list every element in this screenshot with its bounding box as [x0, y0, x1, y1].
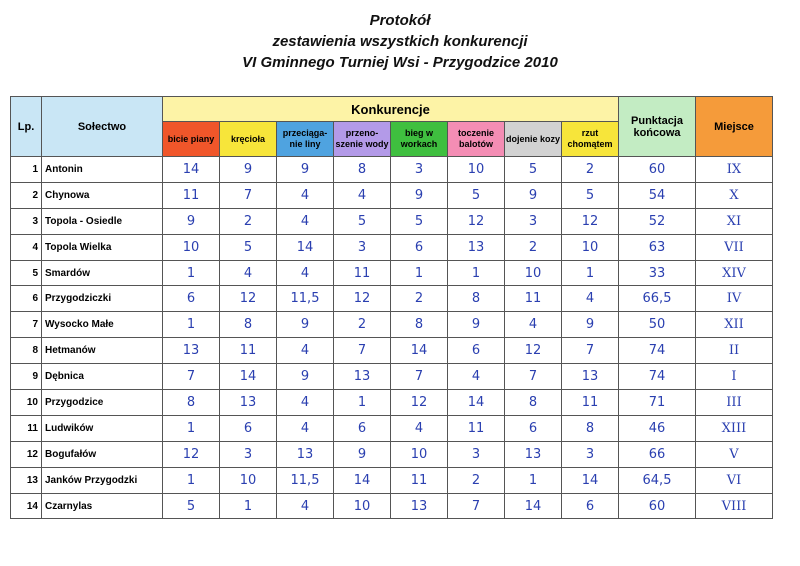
- village-name: Chynowa: [42, 182, 163, 208]
- score-cell: 4: [448, 364, 505, 390]
- score-cell: 12: [163, 441, 220, 467]
- score-cell: 6: [163, 286, 220, 312]
- row-number: 10: [11, 390, 42, 416]
- total-score: 50: [619, 312, 696, 338]
- score-cell: 3: [562, 441, 619, 467]
- score-cell: 8: [334, 157, 391, 183]
- table-row: [11, 338, 773, 364]
- table-row: [11, 234, 773, 260]
- village-name: Czarnylas: [42, 493, 163, 519]
- total-score: 54: [619, 182, 696, 208]
- score-cell: 2: [391, 286, 448, 312]
- place-cell: III: [696, 390, 773, 416]
- place-cell: IV: [696, 286, 773, 312]
- event-title: VI Gminnego Turniej Wsi - Przygodzice 2010: [242, 54, 558, 71]
- place-cell: XIII: [696, 415, 773, 441]
- score-cell: 10: [562, 234, 619, 260]
- score-cell: 4: [277, 338, 334, 364]
- score-cell: 9: [505, 182, 562, 208]
- score-cell: 13: [391, 493, 448, 519]
- score-cell: 6: [448, 338, 505, 364]
- score-cell: 9: [277, 157, 334, 183]
- village-name: Dębnica: [42, 364, 163, 390]
- competition-header: toczenie balotów: [448, 122, 505, 157]
- score-cell: 5: [505, 157, 562, 183]
- score-cell: 13: [505, 441, 562, 467]
- score-cell: 10: [220, 467, 277, 493]
- score-cell: 7: [562, 338, 619, 364]
- table-row: [11, 312, 773, 338]
- score-cell: 12: [391, 390, 448, 416]
- score-cell: 7: [505, 364, 562, 390]
- score-cell: 4: [334, 182, 391, 208]
- total-score: 66,5: [619, 286, 696, 312]
- score-cell: 11: [334, 260, 391, 286]
- competition-header: przeciąga-nie liny: [277, 122, 334, 157]
- score-cell: 4: [562, 286, 619, 312]
- score-cell: 10: [163, 234, 220, 260]
- score-cell: 11: [220, 338, 277, 364]
- village-name: Topola Wielka: [42, 234, 163, 260]
- score-cell: 7: [163, 364, 220, 390]
- total-score: 71: [619, 390, 696, 416]
- score-cell: 14: [277, 234, 334, 260]
- place-cell: XII: [696, 312, 773, 338]
- village-name: Przygodzice: [42, 390, 163, 416]
- place-cell: VIII: [696, 493, 773, 519]
- score-cell: 9: [391, 182, 448, 208]
- score-cell: 5: [163, 493, 220, 519]
- score-cell: 8: [391, 312, 448, 338]
- score-cell: 4: [277, 390, 334, 416]
- row-number: 4: [11, 234, 42, 260]
- score-cell: 6: [391, 234, 448, 260]
- score-cell: 3: [505, 208, 562, 234]
- score-cell: 4: [277, 415, 334, 441]
- score-cell: 4: [220, 260, 277, 286]
- score-cell: 3: [391, 157, 448, 183]
- score-cell: 10: [334, 493, 391, 519]
- table-row: [11, 364, 773, 390]
- score-cell: 8: [163, 390, 220, 416]
- table-row: [11, 157, 773, 183]
- score-cell: 6: [334, 415, 391, 441]
- header-miejsce: Miejsce: [696, 97, 773, 157]
- village-name: Przygodziczki: [42, 286, 163, 312]
- score-cell: 14: [448, 390, 505, 416]
- score-cell: 13: [277, 441, 334, 467]
- score-cell: 7: [391, 364, 448, 390]
- score-cell: 5: [562, 182, 619, 208]
- table-row: [11, 467, 773, 493]
- score-cell: 14: [562, 467, 619, 493]
- score-cell: 9: [163, 208, 220, 234]
- score-cell: 10: [391, 441, 448, 467]
- row-number: 5: [11, 260, 42, 286]
- competition-header: rzut chomątem: [562, 122, 619, 157]
- score-cell: 9: [334, 441, 391, 467]
- score-cell: 3: [448, 441, 505, 467]
- score-cell: 4: [505, 312, 562, 338]
- score-cell: 5: [391, 208, 448, 234]
- score-cell: 8: [505, 390, 562, 416]
- score-cell: 2: [562, 157, 619, 183]
- score-cell: 9: [448, 312, 505, 338]
- score-cell: 14: [334, 467, 391, 493]
- total-score: 74: [619, 338, 696, 364]
- score-cell: 11: [163, 182, 220, 208]
- competition-header: przeno-szenie wody: [334, 122, 391, 157]
- place-cell: II: [696, 338, 773, 364]
- row-number: 6: [11, 286, 42, 312]
- table-row: [11, 286, 773, 312]
- document-subtitle: zestawienia wszystkich konkurencji: [272, 33, 528, 50]
- row-number: 1: [11, 157, 42, 183]
- score-cell: 1: [334, 390, 391, 416]
- score-cell: 12: [505, 338, 562, 364]
- score-cell: 6: [562, 493, 619, 519]
- results-table: [10, 96, 773, 519]
- place-cell: XIV: [696, 260, 773, 286]
- document-title: Protokół: [369, 12, 431, 29]
- score-cell: 10: [448, 157, 505, 183]
- row-number: 9: [11, 364, 42, 390]
- score-cell: 14: [220, 364, 277, 390]
- row-number: 2: [11, 182, 42, 208]
- place-cell: VII: [696, 234, 773, 260]
- village-name: Smardów: [42, 260, 163, 286]
- score-cell: 12: [220, 286, 277, 312]
- score-cell: 11: [391, 467, 448, 493]
- place-cell: XI: [696, 208, 773, 234]
- score-cell: 11: [505, 286, 562, 312]
- total-score: 63: [619, 234, 696, 260]
- score-cell: 13: [448, 234, 505, 260]
- score-cell: 4: [391, 415, 448, 441]
- competition-header: bieg w workach: [391, 122, 448, 157]
- score-cell: 4: [277, 208, 334, 234]
- place-cell: V: [696, 441, 773, 467]
- row-number: 8: [11, 338, 42, 364]
- header-punktacja: Punktacja końcowa: [619, 97, 696, 157]
- total-score: 33: [619, 260, 696, 286]
- village-name: Antonin: [42, 157, 163, 183]
- table-row: [11, 208, 773, 234]
- village-name: Bogufałów: [42, 441, 163, 467]
- score-cell: 14: [505, 493, 562, 519]
- score-cell: 1: [391, 260, 448, 286]
- score-cell: 1: [163, 415, 220, 441]
- score-cell: 9: [220, 157, 277, 183]
- score-cell: 1: [163, 312, 220, 338]
- competition-header: dojenie kozy: [505, 122, 562, 157]
- header-konkurencje: Konkurencje: [163, 97, 619, 122]
- score-cell: 6: [220, 415, 277, 441]
- score-cell: 4: [277, 493, 334, 519]
- score-cell: 13: [334, 364, 391, 390]
- score-cell: 7: [334, 338, 391, 364]
- score-cell: 13: [163, 338, 220, 364]
- score-cell: 3: [334, 234, 391, 260]
- score-cell: 14: [391, 338, 448, 364]
- competition-header: kręcioła: [220, 122, 277, 157]
- score-cell: 7: [448, 493, 505, 519]
- header-lp: Lp.: [11, 97, 42, 157]
- score-cell: 1: [505, 467, 562, 493]
- score-cell: 11,5: [277, 286, 334, 312]
- score-cell: 1: [448, 260, 505, 286]
- row-number: 11: [11, 415, 42, 441]
- total-score: 60: [619, 493, 696, 519]
- total-score: 60: [619, 157, 696, 183]
- row-number: 14: [11, 493, 42, 519]
- score-cell: 8: [220, 312, 277, 338]
- table-row: [11, 260, 773, 286]
- score-cell: 11: [562, 390, 619, 416]
- score-cell: 9: [562, 312, 619, 338]
- score-cell: 10: [505, 260, 562, 286]
- score-cell: 4: [277, 260, 334, 286]
- table-row: [11, 441, 773, 467]
- total-score: 74: [619, 364, 696, 390]
- score-cell: 6: [505, 415, 562, 441]
- score-cell: 12: [448, 208, 505, 234]
- score-cell: 1: [562, 260, 619, 286]
- table-row: [11, 390, 773, 416]
- score-cell: 4: [277, 182, 334, 208]
- place-cell: IX: [696, 157, 773, 183]
- score-cell: 5: [220, 234, 277, 260]
- score-cell: 9: [277, 312, 334, 338]
- place-cell: I: [696, 364, 773, 390]
- score-cell: 8: [562, 415, 619, 441]
- competition-header: bicie piany: [163, 122, 220, 157]
- score-cell: 2: [334, 312, 391, 338]
- score-cell: 5: [448, 182, 505, 208]
- row-number: 3: [11, 208, 42, 234]
- total-score: 52: [619, 208, 696, 234]
- results-body: [11, 157, 773, 519]
- score-cell: 2: [448, 467, 505, 493]
- total-score: 64,5: [619, 467, 696, 493]
- village-name: Wysocko Małe: [42, 312, 163, 338]
- village-name: Ludwików: [42, 415, 163, 441]
- score-cell: 13: [562, 364, 619, 390]
- row-number: 12: [11, 441, 42, 467]
- place-cell: X: [696, 182, 773, 208]
- score-cell: 9: [277, 364, 334, 390]
- row-number: 13: [11, 467, 42, 493]
- score-cell: 8: [448, 286, 505, 312]
- village-name: Janków Przygodzki: [42, 467, 163, 493]
- score-cell: 11: [448, 415, 505, 441]
- score-cell: 11,5: [277, 467, 334, 493]
- score-cell: 12: [562, 208, 619, 234]
- score-cell: 1: [163, 260, 220, 286]
- row-number: 7: [11, 312, 42, 338]
- table-row: [11, 493, 773, 519]
- total-score: 66: [619, 441, 696, 467]
- score-cell: 5: [334, 208, 391, 234]
- score-cell: 1: [163, 467, 220, 493]
- score-cell: 7: [220, 182, 277, 208]
- score-cell: 3: [220, 441, 277, 467]
- table-row: [11, 182, 773, 208]
- score-cell: 2: [505, 234, 562, 260]
- score-cell: 14: [163, 157, 220, 183]
- village-name: Topola - Osiedle: [42, 208, 163, 234]
- score-cell: 13: [220, 390, 277, 416]
- score-cell: 12: [334, 286, 391, 312]
- place-cell: VI: [696, 467, 773, 493]
- score-cell: 1: [220, 493, 277, 519]
- village-name: Hetmanów: [42, 338, 163, 364]
- table-row: [11, 415, 773, 441]
- total-score: 46: [619, 415, 696, 441]
- score-cell: 2: [220, 208, 277, 234]
- header-solectwo: Sołectwo: [42, 97, 163, 157]
